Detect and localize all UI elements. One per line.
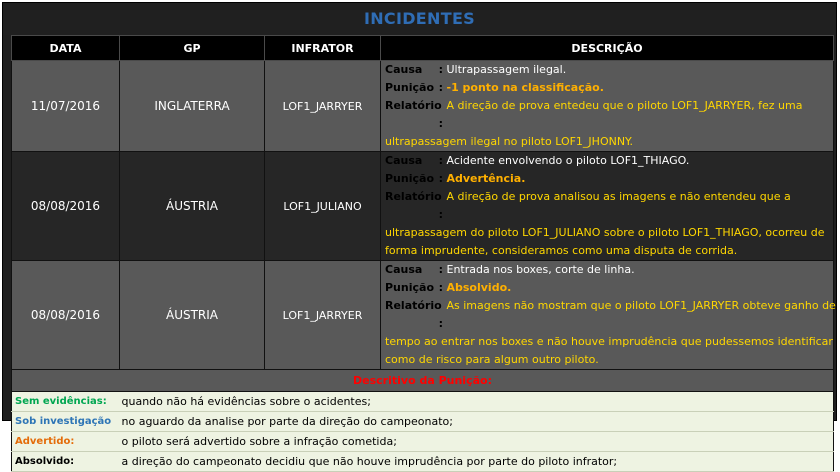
legend-title: Descritivo da Punição: bbox=[12, 370, 834, 392]
cell-infrator: LOF1_JULIANO bbox=[265, 152, 381, 261]
legend-item bbox=[12, 432, 834, 452]
label-punicao: Punição : bbox=[385, 81, 443, 94]
legend-text: o piloto será advertido sobre a infração cometida; bbox=[120, 432, 834, 452]
legend-key: Advertido: bbox=[12, 432, 120, 452]
legend-key: Absolvido: bbox=[12, 452, 120, 472]
page-title: INCIDENTES bbox=[3, 3, 836, 35]
header-gp: GP bbox=[120, 36, 265, 61]
cell-infrator: LOF1_JARRYER bbox=[265, 261, 381, 370]
table-row bbox=[12, 61, 834, 152]
label-causa: Causa : bbox=[385, 63, 443, 76]
legend-key: Sem evidências: bbox=[12, 392, 120, 412]
legend-key: Sob investigação bbox=[12, 412, 120, 432]
punicao-text: -1 ponto na classificação. bbox=[446, 81, 604, 94]
cell-gp: INGLATERRA bbox=[120, 61, 265, 152]
label-relatorio: Relatório : bbox=[385, 190, 443, 221]
cell-description bbox=[381, 61, 834, 152]
cell-gp: ÁUSTRIA bbox=[120, 261, 265, 370]
cell-date: 08/08/2016 bbox=[12, 152, 120, 261]
cell-gp: ÁUSTRIA bbox=[120, 152, 265, 261]
incidents-table bbox=[11, 35, 834, 472]
relatorio-text-cont: ultrapassagem do piloto LOF1_JULIANO sobre o piloto LOF1_THIAGO, ocorreu de bbox=[385, 226, 825, 239]
punicao-text: Advertência. bbox=[446, 172, 526, 185]
legend-text: a direção do campeonato decidiu que não houve imprudência por parte do piloto infrator; bbox=[120, 452, 834, 472]
table-row bbox=[12, 261, 834, 370]
cell-date: 08/08/2016 bbox=[12, 261, 120, 370]
label-causa: Causa : bbox=[385, 263, 443, 276]
legend-item bbox=[12, 412, 834, 432]
table-row bbox=[12, 152, 834, 261]
cell-date: 11/07/2016 bbox=[12, 61, 120, 152]
header-descricao: DESCRIÇÃO bbox=[381, 36, 834, 61]
cell-description bbox=[381, 152, 834, 261]
relatorio-text: As imagens não mostram que o piloto LOF1_JARRYER obteve ganho de bbox=[446, 299, 836, 312]
label-relatorio: Relatório : bbox=[385, 99, 443, 130]
incidents-panel bbox=[2, 2, 837, 468]
legend-item bbox=[12, 392, 834, 412]
legend-item bbox=[12, 452, 834, 472]
header-row bbox=[12, 36, 834, 61]
causa-text: Acidente envolvendo o piloto LOF1_THIAGO. bbox=[446, 154, 690, 167]
causa-text: Entrada nos boxes, corte de linha. bbox=[446, 263, 635, 276]
relatorio-text-cont: como de risco para algum outro piloto. bbox=[385, 353, 599, 366]
legend-title-row bbox=[12, 370, 834, 392]
relatorio-text-cont: tempo ao entrar nos boxes e não houve imprudência que pudessemos identificar bbox=[385, 335, 833, 348]
legend-text: quando não há evidências sobre o acidentes; bbox=[120, 392, 834, 412]
relatorio-text-cont: ultrapassagem ilegal no piloto LOF1_JHONNY. bbox=[385, 135, 634, 148]
causa-text: Ultrapassagem ilegal. bbox=[446, 63, 567, 76]
cell-description bbox=[381, 261, 834, 370]
label-punicao: Punição : bbox=[385, 281, 443, 294]
label-causa: Causa : bbox=[385, 154, 443, 167]
header-infrator: INFRATOR bbox=[265, 36, 381, 61]
relatorio-text: A direção de prova entedeu que o piloto LOF1_JARRYER, fez uma bbox=[446, 99, 803, 112]
legend-text: no aguardo da analise por parte da direção do campeonato; bbox=[120, 412, 834, 432]
relatorio-text-cont: forma imprudente, consideramos como uma disputa de corrida. bbox=[385, 244, 738, 257]
punicao-text: Absolvido. bbox=[446, 281, 512, 294]
relatorio-text: A direção de prova analisou as imagens e não entendeu que a bbox=[446, 190, 791, 203]
header-data: DATA bbox=[12, 36, 120, 61]
label-relatorio: Relatório : bbox=[385, 299, 443, 330]
cell-infrator: LOF1_JARRYER bbox=[265, 61, 381, 152]
label-punicao: Punição : bbox=[385, 172, 443, 185]
